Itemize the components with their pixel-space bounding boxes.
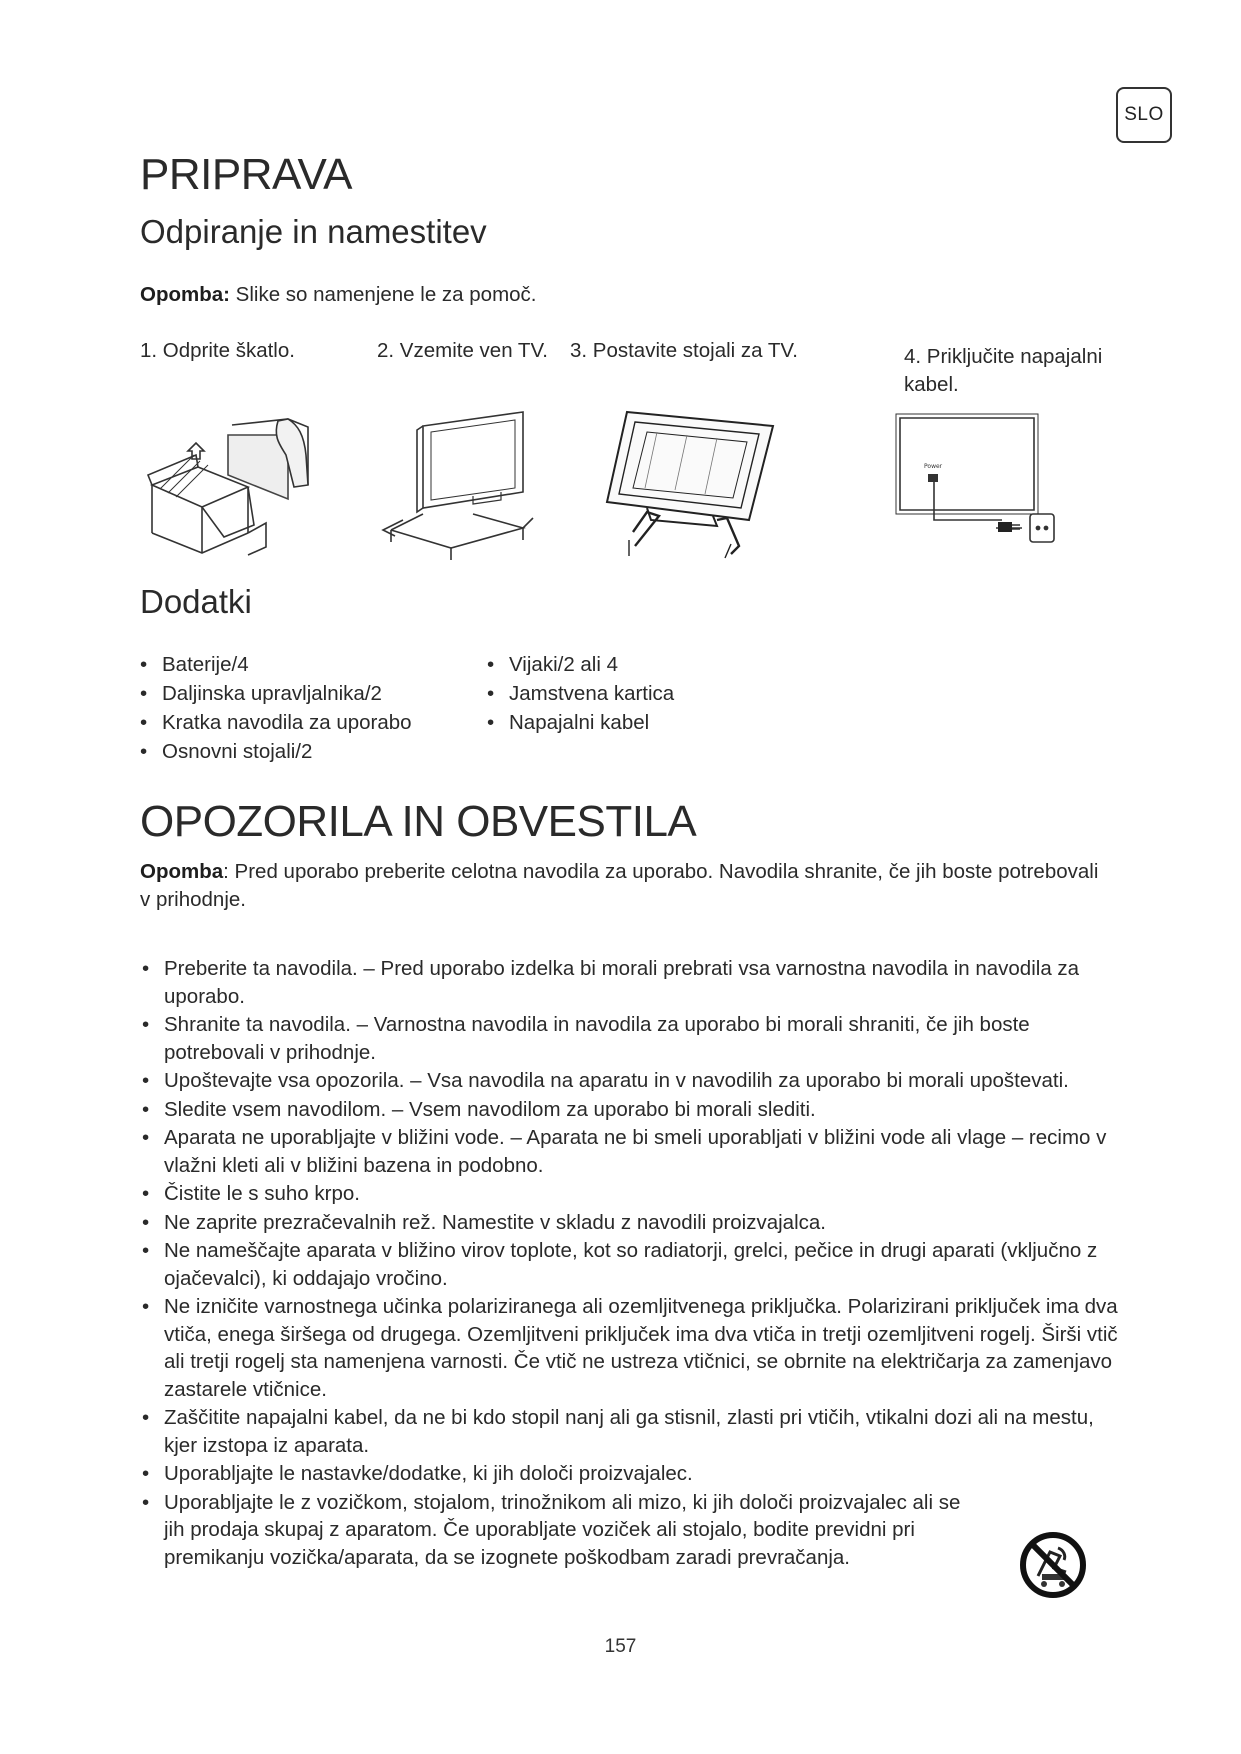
list-item: • Kratka navodila za uporabo bbox=[140, 709, 470, 737]
step-1-label: 1. Odprite škatlo. bbox=[140, 339, 295, 362]
section-title-warnings: OPOZORILA IN OBVESTILA bbox=[140, 797, 697, 846]
language-badge: SLO bbox=[1116, 87, 1172, 143]
accessories-title: Dodatki bbox=[140, 583, 252, 620]
step-2-label: 2. Vzemite ven TV. bbox=[377, 339, 548, 362]
list-item: • Ne izničite varnostnega učinka polariziranega ali ozemljitvenega priključka. Polarizirani priključek ima dva vtiča, enega širšega od drugega. Ozemljitveni priključek ima dva vtiča in tretji ozemljitveni rogelj. Širši vtič ali tretji rogelj sta namenjena varnosti. Če vtič ne ustreza vtičnici, se obrnite na električarja za zamenjavo zastarele vtičnice. bbox=[140, 1293, 1120, 1403]
list-item: • Vijaki/2 ali 4 bbox=[487, 651, 817, 679]
section-title-priprava: PRIPRAVA bbox=[140, 150, 352, 199]
step-4-label: 4. Priključite napajalni kabel. bbox=[904, 345, 1103, 396]
list-item: • Čistite le s suho krpo. bbox=[140, 1180, 1120, 1208]
list-item: • Ne nameščajte aparata v bližino virov toplote, kot so radiatorji, grelci, pečice in drugi aparati (vključno z ojačevalci), ki oddajajo vročino. bbox=[140, 1237, 1120, 1292]
power-cable-illustration bbox=[892, 410, 1072, 550]
note-text: : Pred uporabo preberite celotna navodila za uporabo. Navodila shranite, če jih boste potrebovali v prihodnje. bbox=[140, 860, 1099, 911]
wall-socket-icon bbox=[1030, 514, 1054, 542]
take-out-tv-illustration bbox=[383, 412, 533, 552]
power-port-icon bbox=[928, 474, 938, 482]
power-port-label: Power bbox=[924, 463, 943, 470]
list-item: • Uporabljajte le nastavke/dodatke, ki jih določi proizvajalec. bbox=[140, 1460, 1120, 1488]
note-text: Slike so namenjene le za pomoč. bbox=[229, 283, 537, 306]
note-images bbox=[140, 281, 537, 309]
list-item: • Napajalni kabel bbox=[487, 709, 817, 737]
accessories-list-right bbox=[487, 651, 817, 738]
note-label: Opomba bbox=[140, 860, 224, 883]
list-item: • Daljinska upravljalnika/2 bbox=[140, 680, 470, 708]
section-subtitle-unpacking: Odpiranje in namestitev bbox=[140, 213, 487, 250]
open-box-illustration bbox=[148, 415, 318, 555]
list-item: • Zaščitite napajalni kabel, da ne bi kdo stopil nanj ali ga stisnil, zlasti pri vtičih, vtikalni dozi ali na mestu, kjer izstopa iz aparata. bbox=[140, 1404, 1120, 1459]
list-item: • Baterije/4 bbox=[140, 651, 470, 679]
list-item: • Upoštevajte vsa opozorila. – Vsa navodila na aparatu in v navodilih za uporabo bi morali upoštevati. bbox=[140, 1067, 1120, 1095]
list-item: • Sledite vsem navodilom. – Vsem navodilom za uporabo bi morali slediti. bbox=[140, 1096, 1120, 1124]
step-3-label: 3. Postavite stojali za TV. bbox=[570, 339, 798, 362]
stand-right bbox=[717, 518, 739, 554]
list-item: • Uporabljajte le z vozičkom, stojalom, trinožnikom ali mizo, ki jih določi proizvajalec ali se jih prodaja skupaj z aparatom. Če uporabljate voziček ali stojalo, bodite previdni pri premikanju vozička/aparata, da se izognete poškodbam zaradi prevračanja. bbox=[140, 1489, 1120, 1572]
list-item: • Preberite ta navodila. – Pred uporabo izdelka bi morali prebrati vsa varnostna navodila in navodila za uporabo. bbox=[140, 955, 1120, 1010]
stand-left bbox=[633, 512, 659, 546]
page-number: 157 bbox=[604, 1636, 637, 1657]
list-item: • Aparata ne uporabljajte v bližini vode. – Aparata ne bi smeli uporabljati v bližini vode ali vlage – recimo v vlažni kleti ali v bližini bazena in podobno. bbox=[140, 1124, 1120, 1179]
install-stands-illustration bbox=[607, 408, 775, 556]
list-item: • Jamstvena kartica bbox=[487, 680, 817, 708]
note-label: Opomba: bbox=[140, 283, 230, 306]
accessories-list-left bbox=[140, 651, 470, 767]
note-read-instructions bbox=[140, 858, 1100, 914]
list-item: • Osnovni stojali/2 bbox=[140, 738, 470, 766]
list-item: • Ne zaprite prezračevalnih rež. Namestite v skladu z navodili proizvajalca. bbox=[140, 1209, 1120, 1237]
cart-tip-over-warning-icon bbox=[1020, 1532, 1086, 1598]
plug-icon bbox=[998, 522, 1012, 532]
warnings-list bbox=[140, 955, 1120, 1572]
list-item: • Shranite ta navodila. – Varnostna navodila in navodila za uporabo bi morali shraniti, če jih boste potrebovali v prihodnje. bbox=[140, 1011, 1120, 1066]
